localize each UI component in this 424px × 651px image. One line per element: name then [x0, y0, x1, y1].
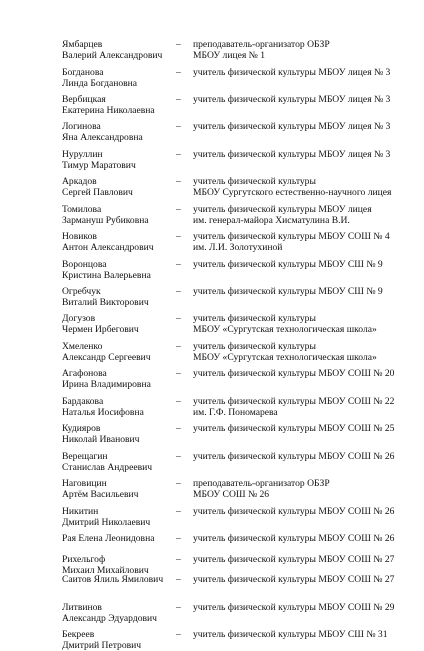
staff-position: учитель физической культуры МБОУ СШ № 9: [193, 286, 383, 297]
staff-surname: Агафонова: [62, 368, 107, 379]
staff-position: учитель физической культуры: [193, 176, 316, 187]
staff-surname: Богданова: [62, 67, 104, 78]
staff-position: учитель физической культуры МБОУ СОШ № 22: [193, 396, 395, 407]
staff-position: учитель физической культуры МБОУ лицея № 3: [193, 67, 391, 78]
staff-given-name: Антон Александрович: [62, 242, 154, 254]
staff-given-name: Артём Васильевич: [62, 489, 139, 501]
staff-surname: Никитин: [62, 506, 99, 517]
dash-separator: –: [176, 67, 181, 78]
dash-separator: –: [176, 286, 181, 297]
staff-given-name: Тимур Маратович: [62, 160, 136, 172]
dash-separator: –: [176, 533, 181, 544]
staff-position: учитель физической культуры МБОУ СОШ № 27: [193, 554, 395, 565]
staff-surname: Рая Елена Леонидовна: [62, 533, 155, 544]
staff-surname: Новиков: [62, 231, 97, 242]
staff-position: учитель физической культуры МБОУ лицея № 3: [193, 94, 391, 105]
staff-position: учитель физической культуры МБОУ СШ № 31: [193, 629, 388, 640]
dash-separator: –: [176, 368, 181, 379]
staff-position: учитель физической культуры: [193, 313, 316, 324]
staff-position: МБОУ «Сургутская технологическая школа»: [193, 352, 377, 364]
staff-surname: Бардакова: [62, 396, 104, 407]
staff-given-name: Ирина Владимировна: [62, 379, 151, 391]
staff-surname: Логинова: [62, 121, 101, 132]
staff-given-name: Виталий Викторович: [62, 297, 149, 309]
staff-surname: Рихельгоф: [62, 554, 106, 565]
staff-position: МБОУ лицея № 1: [193, 50, 266, 62]
staff-position: им. Л.И. Золотухиной: [193, 242, 283, 254]
dash-separator: –: [176, 629, 181, 640]
dash-separator: –: [176, 451, 181, 462]
staff-position: МБОУ Сургутского естественно-научного лицея: [193, 187, 392, 199]
staff-surname: Догузов: [62, 313, 96, 324]
staff-surname: Бекреев: [62, 629, 95, 640]
staff-given-name: Дмитрий Петрович: [62, 640, 142, 651]
staff-surname: Вербицкая: [62, 94, 106, 105]
dash-separator: –: [176, 313, 181, 324]
staff-surname: Хмеленко: [62, 341, 103, 352]
staff-position: преподаватель-организатор ОБЗР: [193, 39, 330, 50]
staff-position: учитель физической культуры МБОУ СОШ № 26: [193, 506, 395, 517]
staff-given-name: Кристина Валерьевна: [62, 270, 151, 282]
staff-position: учитель физической культуры МБОУ СОШ № 4: [193, 231, 390, 242]
dash-separator: –: [176, 506, 181, 517]
staff-given-name: Дмитрий Николаевич: [62, 517, 151, 529]
staff-position: учитель физической культуры: [193, 341, 316, 352]
staff-given-name: Екатерина Николаевна: [62, 105, 155, 117]
staff-given-name: Станислав Андреевич: [62, 462, 153, 474]
staff-surname: Нуруллин: [62, 149, 103, 160]
dash-separator: –: [176, 423, 181, 434]
dash-separator: –: [176, 478, 181, 489]
staff-given-name: Валерий Александрович: [62, 50, 163, 62]
staff-surname: Огребчук: [62, 286, 101, 297]
dash-separator: –: [176, 94, 181, 105]
staff-position: учитель физической культуры МБОУ лицея № 3: [193, 149, 391, 160]
dash-separator: –: [176, 259, 181, 270]
dash-separator: –: [176, 39, 181, 50]
staff-given-name: Чермен Ирбегович: [62, 324, 139, 336]
dash-separator: –: [176, 231, 181, 242]
staff-position: МБОУ «Сургутская технологическая школа»: [193, 324, 377, 336]
staff-given-name: Зармануш Рубиковна: [62, 215, 149, 227]
staff-given-name: Александр Сергеевич: [62, 352, 151, 364]
staff-position: учитель физической культуры МБОУ лицея № 3: [193, 121, 391, 132]
staff-given-name: Наталья Иосифовна: [62, 407, 144, 419]
staff-surname: Ямбарцев: [62, 39, 103, 50]
staff-surname: Воронцова: [62, 259, 107, 270]
staff-position: учитель физической культуры МБОУ лицея: [193, 204, 372, 215]
staff-given-name: Николай Иванович: [62, 434, 140, 446]
staff-position: им. генерал-майора Хисматулина В.И.: [193, 215, 350, 227]
dash-separator: –: [176, 121, 181, 132]
staff-surname: Томилова: [62, 204, 102, 215]
staff-position: учитель физической культуры МБОУ СОШ № 26: [193, 451, 395, 462]
staff-position: преподаватель-организатор ОБЗР: [193, 478, 330, 489]
dash-separator: –: [176, 149, 181, 160]
staff-given-name: Яна Александровна: [62, 132, 143, 144]
staff-surname: Аркадов: [62, 176, 97, 187]
staff-given-name: Михаил Михайлович: [62, 565, 149, 577]
staff-position: учитель физической культуры МБОУ СОШ № 27: [193, 574, 395, 585]
staff-position: учитель физической культуры МБОУ СОШ № 25: [193, 423, 395, 434]
staff-given-name: Линда Богдановна: [62, 78, 138, 90]
staff-position: учитель физической культуры МБОУ СОШ № 29: [193, 602, 395, 613]
staff-surname: Верещагин: [62, 451, 108, 462]
dash-separator: –: [176, 554, 181, 565]
dash-separator: –: [176, 176, 181, 187]
dash-separator: –: [176, 602, 181, 613]
dash-separator: –: [176, 396, 181, 407]
dash-separator: –: [176, 204, 181, 215]
staff-position: им. Г.Ф. Пономарева: [193, 407, 278, 419]
staff-given-name: Александр Эдуардович: [62, 613, 157, 625]
staff-surname: Наговицин: [62, 478, 107, 489]
staff-position: учитель физической культуры МБОУ СОШ № 26: [193, 533, 395, 544]
staff-surname: Саитов Ялиль Ямилович: [62, 574, 164, 585]
staff-position: учитель физической культуры МБОУ СОШ № 20: [193, 368, 395, 379]
staff-surname: Кудияров: [62, 423, 101, 434]
dash-separator: –: [176, 574, 181, 585]
staff-given-name: Сергей Павлович: [62, 187, 133, 199]
staff-position: учитель физической культуры МБОУ СШ № 9: [193, 259, 383, 270]
dash-separator: –: [176, 341, 181, 352]
staff-position: МБОУ СОШ № 26: [193, 489, 270, 501]
staff-surname: Литвинов: [62, 602, 102, 613]
